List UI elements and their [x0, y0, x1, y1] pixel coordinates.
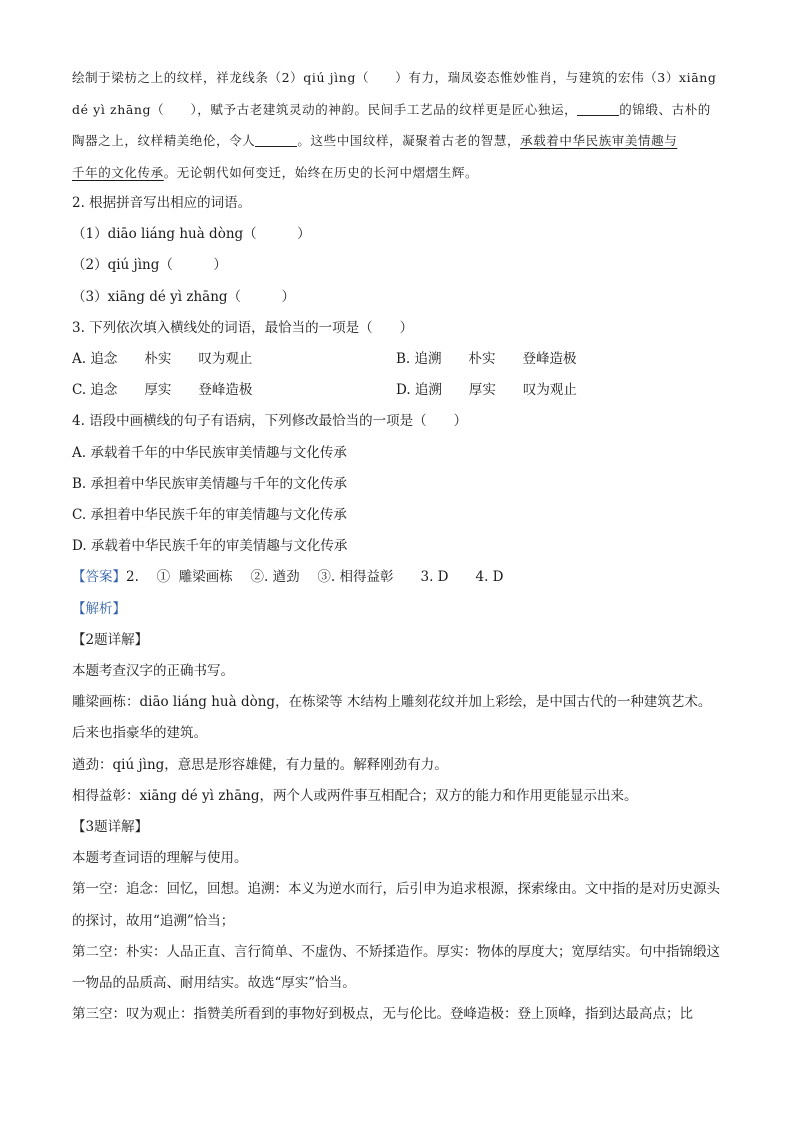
analysis-paragraph: 第三空：叹为观止：指赞美所看到的事物好到极点，无与伦比。登峰造极：登上顶峰，指到达最高点；比 [72, 1006, 693, 1023]
option-c: C. 追念 厚实 登峰造极 [72, 382, 253, 399]
analysis-intro: 本题考查汉字的正确书写。 [72, 663, 234, 680]
question-2-item: （1）diāo liáng huà dòng（ ） [72, 226, 311, 243]
fill-blank [255, 133, 297, 147]
answer-line [72, 562, 724, 593]
passage-text: 。无论朝代如何变迁，始终在历史的长河中熠熠生辉。 [163, 164, 479, 180]
question-2-stem: 2. 根据拼音写出相应的词语。 [72, 195, 252, 211]
option-d: D. 承载着中华民族千年的审美情趣与文化传承 [72, 538, 348, 555]
underlined-sentence: 千年的文化传承 [72, 164, 164, 180]
passage-text: 陶器之上，纹样精美绝伦，令人 [72, 133, 256, 148]
passage-text: 的锦缎、古朴的 [619, 101, 711, 117]
passage-line [72, 94, 724, 126]
reading-passage [72, 62, 724, 188]
question-3-options-row [72, 375, 724, 406]
analysis-paragraph: 雕梁画栋：diāo liáng huà dòng，在栋梁等 木结构上雕刻花纹并加上彩绘，是中国古代的一种建筑艺术。后来也指豪华的建筑。 [72, 694, 712, 742]
question-4-stem: 4. 语段中画横线的句子有语病，下列修改最恰当的一项是（ ） [72, 413, 468, 430]
question-2-item: （3）xiāng dé yì zhāng（ ） [72, 288, 296, 305]
option-c: C. 承担着中华民族千年的审美情趣与文化传承 [72, 507, 347, 524]
analysis-intro: 本题考查词语的理解与使用。 [72, 850, 248, 867]
question-3-stem: 3. 下列依次填入横线处的词语，最恰当的一项是（ ） [72, 319, 414, 336]
option-a: A. 承载着千年的中华民族审美情趣与文化传承 [72, 444, 347, 461]
analysis-paragraph: 遒劲：qiú jìng，意思是形容雄健，有力量的。解释刚劲有力。 [72, 756, 448, 773]
section-header: 【2题详解】 [72, 631, 149, 648]
passage-text: 绘制于梁枋之上的纹样，祥龙线条（2）qiú jìng（ ）有力，瑞凤姿态惟妙惟肖，与建筑的宏伟（3）xiāng [72, 70, 717, 85]
question-3-options-row [72, 344, 724, 375]
analysis-label: 【解析】 [72, 600, 126, 617]
underlined-sentence: 承载着中华民族审美情趣与 [520, 133, 678, 148]
analysis-paragraph: 第二空：朴实：人品正直、言行简单、不虚伪、不矫揉造作。厚实：物体的厚度大；宽厚结实。句中指锦缎这一物品的品质高、耐用结实。故选“厚实”恰当。 [72, 943, 720, 992]
passage-line [72, 157, 724, 189]
analysis-paragraph: 相得益彰：xiāng dé yì zhāng，两个人或两件事互相配合；双方的能力和作用更能显示出来。 [72, 787, 638, 804]
question-2-item: （2）qiú jìng（ ） [72, 257, 227, 274]
passage-text: dé yì zhāng（ ），赋予古老建筑灵动的神韵。民间手工艺品的纹样更是匠心独运， [72, 101, 578, 117]
page-content [72, 62, 724, 1030]
passage-line [72, 62, 724, 94]
option-b: B. 承担着中华民族审美情趣与千年的文化传承 [72, 475, 348, 492]
passage-line [72, 125, 724, 157]
option-d: D. 追溯 厚实 叹为观止 [396, 382, 577, 399]
option-a: A. 追念 朴实 叹为观止 [72, 351, 253, 368]
answer-text: 2. ① 雕梁画栋 ②. 遒劲 ③. 相得益彰 3. D 4. D [126, 569, 504, 586]
answer-label: 【答案】 [72, 569, 126, 586]
analysis-paragraph: 第一空：追念：回忆，回想。追溯：本义为逆水而行，后引申为追求根源，探索缘由。文中指的是对历史源头的探讨，故用“追溯”恰当； [72, 881, 720, 929]
fill-blank [577, 102, 619, 116]
option-b: B. 追溯 朴实 登峰造极 [396, 351, 577, 368]
passage-text: 。这些中国纹样，凝聚着古老的智慧， [297, 133, 521, 148]
section-header: 【3题详解】 [72, 819, 149, 836]
